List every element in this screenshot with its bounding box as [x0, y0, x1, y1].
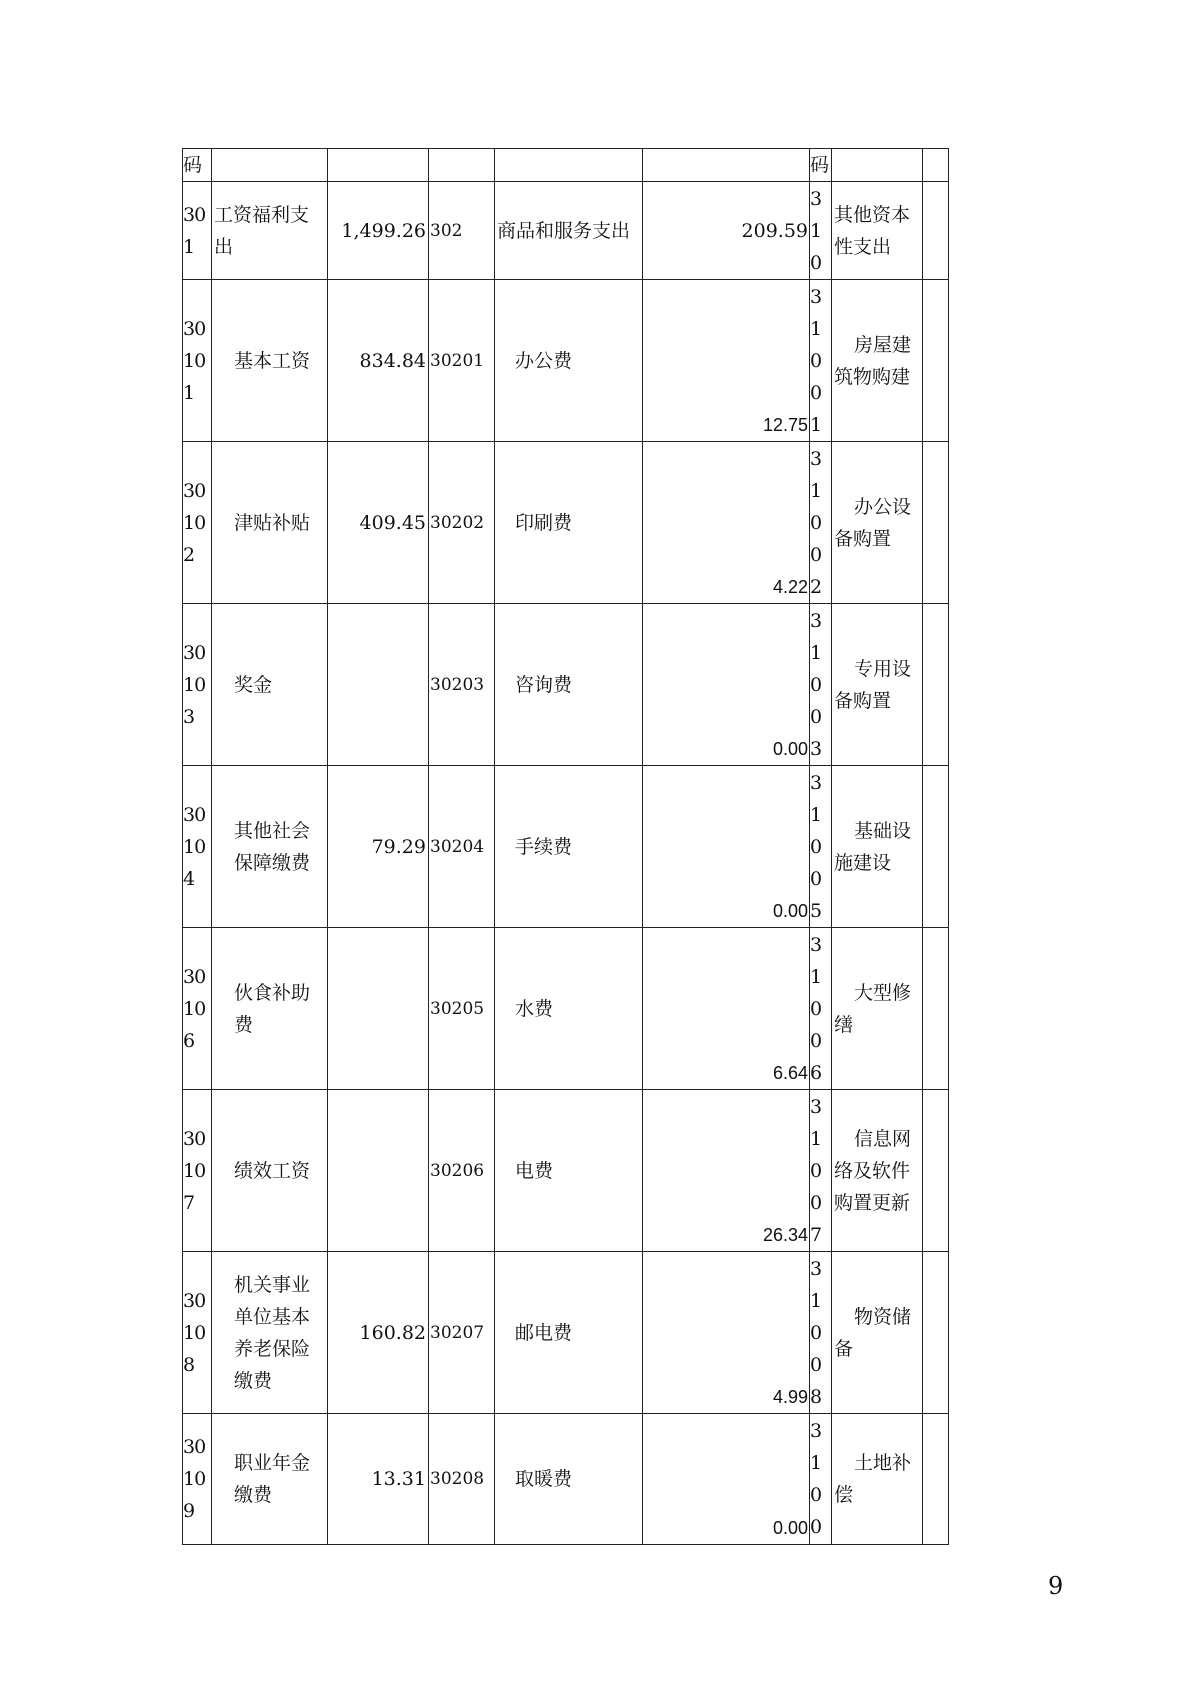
- table-row: [183, 1414, 949, 1545]
- sub-name: 手续费: [495, 766, 643, 928]
- row-name: 伙食补助费: [212, 928, 328, 1090]
- header-code-cell: 码: [183, 149, 212, 182]
- empty-cell: [923, 928, 949, 1090]
- empty-cell: [923, 1252, 949, 1414]
- row-code: 30107: [183, 1090, 212, 1252]
- table-row: [183, 442, 949, 604]
- capital-code: 31006: [810, 928, 832, 1090]
- row-amount: 834.84: [328, 280, 429, 442]
- empty-cell: [923, 442, 949, 604]
- sub-name: 水费: [495, 928, 643, 1090]
- header-empty-cell: [832, 149, 923, 182]
- sub-name: 电费: [495, 1090, 643, 1252]
- row-code: 30101: [183, 280, 212, 442]
- row-amount: 79.29: [328, 766, 429, 928]
- sub-code: 30201: [429, 280, 495, 442]
- capital-code: 31001: [810, 280, 832, 442]
- empty-cell: [923, 182, 949, 280]
- table-row: [183, 766, 949, 928]
- capital-name: 物资储备: [832, 1252, 923, 1414]
- sub-code: 30203: [429, 604, 495, 766]
- sub-amount: 0.00: [643, 604, 810, 766]
- sub-amount: 12.75: [643, 280, 810, 442]
- capital-code: 310: [810, 182, 832, 280]
- sub-name: 取暖费: [495, 1414, 643, 1545]
- sub-code: 30204: [429, 766, 495, 928]
- row-name: 工资福利支出: [212, 182, 328, 280]
- empty-cell: [923, 280, 949, 442]
- budget-expenditure-table: [182, 148, 949, 1545]
- sub-code: 30208: [429, 1414, 495, 1545]
- row-amount: 409.45: [328, 442, 429, 604]
- row-amount: [328, 928, 429, 1090]
- table-row: [183, 604, 949, 766]
- capital-name: 办公设备购置: [832, 442, 923, 604]
- row-code: 301: [183, 182, 212, 280]
- row-name: 绩效工资: [212, 1090, 328, 1252]
- header-empty-cell: [212, 149, 328, 182]
- row-name: 基本工资: [212, 280, 328, 442]
- sub-amount: 209.59: [643, 182, 810, 280]
- sub-amount: 4.99: [643, 1252, 810, 1414]
- row-amount: 13.31: [328, 1414, 429, 1545]
- row-code: 30103: [183, 604, 212, 766]
- capital-code: 31007: [810, 1090, 832, 1252]
- empty-cell: [923, 1090, 949, 1252]
- row-code: 30104: [183, 766, 212, 928]
- table-header-row: [183, 149, 949, 182]
- capital-name: 大型修缮: [832, 928, 923, 1090]
- capital-name: 基础设施建设: [832, 766, 923, 928]
- row-name: 职业年金缴费: [212, 1414, 328, 1545]
- row-amount: 160.82: [328, 1252, 429, 1414]
- row-code: 30109: [183, 1414, 212, 1545]
- sub-amount: 0.00: [643, 766, 810, 928]
- sub-name: 印刷费: [495, 442, 643, 604]
- sub-amount: 0.00: [643, 1414, 810, 1545]
- sub-name: 咨询费: [495, 604, 643, 766]
- sub-amount: 6.64: [643, 928, 810, 1090]
- capital-code: 31002: [810, 442, 832, 604]
- row-name: 机关事业单位基本养老保险缴费: [212, 1252, 328, 1414]
- sub-name: 邮电费: [495, 1252, 643, 1414]
- header-empty-cell: [429, 149, 495, 182]
- sub-code: 302: [429, 182, 495, 280]
- row-name: 津贴补贴: [212, 442, 328, 604]
- capital-name: 专用设备购置: [832, 604, 923, 766]
- page-number: 9: [1048, 1572, 1064, 1600]
- capital-name: 信息网络及软件购置更新: [832, 1090, 923, 1252]
- row-name: 奖金: [212, 604, 328, 766]
- header-empty-cell: [923, 149, 949, 182]
- empty-cell: [923, 766, 949, 928]
- capital-code: 31005: [810, 766, 832, 928]
- capital-code: 31008: [810, 1252, 832, 1414]
- header-empty-cell: [643, 149, 810, 182]
- sub-amount: 26.34: [643, 1090, 810, 1252]
- header-empty-cell: [328, 149, 429, 182]
- table-row: [183, 1252, 949, 1414]
- capital-name: 土地补偿: [832, 1414, 923, 1545]
- capital-code: 3100: [810, 1414, 832, 1545]
- empty-cell: [923, 604, 949, 766]
- row-code: 30102: [183, 442, 212, 604]
- sub-name: 办公费: [495, 280, 643, 442]
- row-amount: 1,499.26: [328, 182, 429, 280]
- row-name: 其他社会保障缴费: [212, 766, 328, 928]
- table-row: [183, 1090, 949, 1252]
- sub-amount: 4.22: [643, 442, 810, 604]
- table-row: [183, 280, 949, 442]
- row-code: 30106: [183, 928, 212, 1090]
- header-code-cell: 码: [810, 149, 832, 182]
- sub-code: 30206: [429, 1090, 495, 1252]
- capital-name: 其他资本性支出: [832, 182, 923, 280]
- header-empty-cell: [495, 149, 643, 182]
- capital-name: 房屋建筑物购建: [832, 280, 923, 442]
- empty-cell: [923, 1414, 949, 1545]
- table-row: [183, 928, 949, 1090]
- sub-code: 30202: [429, 442, 495, 604]
- table-row: [183, 182, 949, 280]
- row-code: 30108: [183, 1252, 212, 1414]
- capital-code: 31003: [810, 604, 832, 766]
- sub-code: 30207: [429, 1252, 495, 1414]
- sub-name: 商品和服务支出: [495, 182, 643, 280]
- row-amount: [328, 604, 429, 766]
- row-amount: [328, 1090, 429, 1252]
- sub-code: 30205: [429, 928, 495, 1090]
